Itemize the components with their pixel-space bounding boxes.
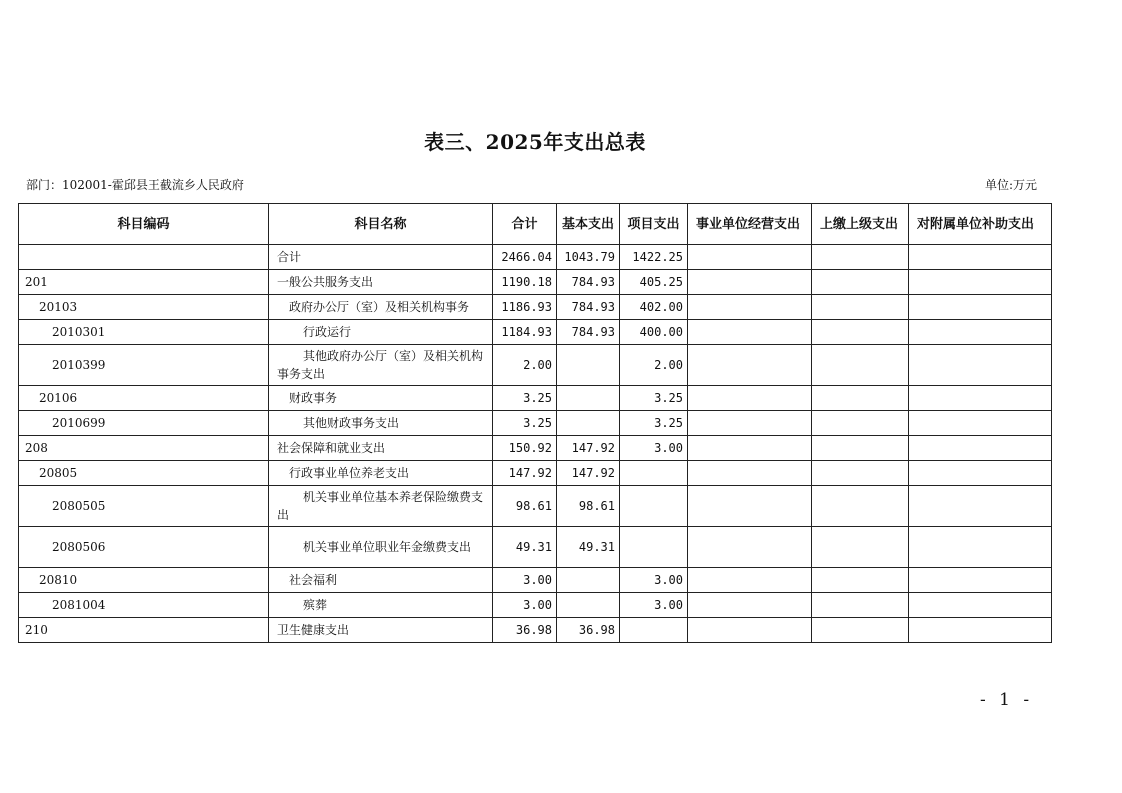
header-upper: 上缴上级支出 bbox=[812, 204, 909, 245]
table-row bbox=[19, 320, 1052, 345]
cell-total: 3.00 bbox=[493, 568, 557, 593]
table-row bbox=[19, 270, 1052, 295]
cell-code: 20103 bbox=[19, 295, 269, 320]
cell-total: 49.31 bbox=[493, 527, 557, 568]
unit-label: 单位:万元 bbox=[985, 178, 1038, 192]
page-number: - 1 - bbox=[980, 690, 1034, 710]
header-basic: 基本支出 bbox=[557, 204, 620, 245]
cell-upper bbox=[812, 461, 909, 486]
cell-name: 政府办公厅（室）及相关机构事务 bbox=[269, 295, 493, 320]
cell-project: 2.00 bbox=[620, 345, 688, 386]
cell-business bbox=[688, 295, 812, 320]
cell-total: 2466.04 bbox=[493, 245, 557, 270]
cell-basic: 784.93 bbox=[557, 270, 620, 295]
cell-code: 2081004 bbox=[19, 593, 269, 618]
cell-total: 1184.93 bbox=[493, 320, 557, 345]
cell-subsidy bbox=[909, 568, 1052, 593]
cell-business bbox=[688, 618, 812, 643]
cell-total: 147.92 bbox=[493, 461, 557, 486]
cell-code: 20810 bbox=[19, 568, 269, 593]
cell-project: 3.00 bbox=[620, 568, 688, 593]
cell-code: 201 bbox=[19, 270, 269, 295]
cell-total: 150.92 bbox=[493, 436, 557, 461]
cell-upper bbox=[812, 320, 909, 345]
cell-project bbox=[620, 618, 688, 643]
cell-total: 3.25 bbox=[493, 411, 557, 436]
cell-business bbox=[688, 345, 812, 386]
cell-subsidy bbox=[909, 461, 1052, 486]
cell-subsidy bbox=[909, 245, 1052, 270]
cell-project: 3.25 bbox=[620, 411, 688, 436]
cell-basic: 784.93 bbox=[557, 295, 620, 320]
cell-upper bbox=[812, 411, 909, 436]
cell-project bbox=[620, 527, 688, 568]
header-subsidy: 对附属单位补助支出 bbox=[909, 204, 1052, 245]
cell-name: 其他财政事务支出 bbox=[269, 411, 493, 436]
cell-project: 402.00 bbox=[620, 295, 688, 320]
table-row bbox=[19, 527, 1052, 568]
cell-code: 20805 bbox=[19, 461, 269, 486]
cell-code: 2080505 bbox=[19, 486, 269, 527]
cell-subsidy bbox=[909, 593, 1052, 618]
cell-business bbox=[688, 568, 812, 593]
table-row bbox=[19, 618, 1052, 643]
cell-project: 400.00 bbox=[620, 320, 688, 345]
cell-name: 财政事务 bbox=[269, 386, 493, 411]
cell-total: 3.00 bbox=[493, 593, 557, 618]
cell-code: 2080506 bbox=[19, 527, 269, 568]
cell-basic: 147.92 bbox=[557, 461, 620, 486]
header-total: 合计 bbox=[493, 204, 557, 245]
cell-upper bbox=[812, 345, 909, 386]
cell-name: 合计 bbox=[269, 245, 493, 270]
department-label: 部门：102001-霍邱县王截流乡人民政府 bbox=[26, 178, 244, 192]
cell-project: 3.00 bbox=[620, 436, 688, 461]
table-row bbox=[19, 345, 1052, 386]
cell-basic bbox=[557, 345, 620, 386]
cell-business bbox=[688, 486, 812, 527]
cell-subsidy bbox=[909, 618, 1052, 643]
cell-business bbox=[688, 386, 812, 411]
cell-basic: 36.98 bbox=[557, 618, 620, 643]
cell-code: 210 bbox=[19, 618, 269, 643]
cell-total: 36.98 bbox=[493, 618, 557, 643]
cell-name: 机关事业单位基本养老保险缴费支出 bbox=[269, 486, 493, 527]
cell-project bbox=[620, 486, 688, 527]
cell-basic: 49.31 bbox=[557, 527, 620, 568]
cell-business bbox=[688, 593, 812, 618]
cell-code: 2010301 bbox=[19, 320, 269, 345]
header-code: 科目编码 bbox=[19, 204, 269, 245]
cell-upper bbox=[812, 486, 909, 527]
cell-basic: 147.92 bbox=[557, 436, 620, 461]
cell-basic bbox=[557, 593, 620, 618]
cell-upper bbox=[812, 527, 909, 568]
table-row bbox=[19, 568, 1052, 593]
cell-name: 其他政府办公厅（室）及相关机构事务支出 bbox=[269, 345, 493, 386]
cell-project bbox=[620, 461, 688, 486]
cell-business bbox=[688, 320, 812, 345]
cell-basic: 1043.79 bbox=[557, 245, 620, 270]
cell-name: 社会福利 bbox=[269, 568, 493, 593]
cell-business bbox=[688, 436, 812, 461]
cell-upper bbox=[812, 386, 909, 411]
cell-name: 行政事业单位养老支出 bbox=[269, 461, 493, 486]
table-row bbox=[19, 436, 1052, 461]
cell-basic bbox=[557, 411, 620, 436]
cell-total: 1186.93 bbox=[493, 295, 557, 320]
cell-code: 2010399 bbox=[19, 345, 269, 386]
cell-code bbox=[19, 245, 269, 270]
cell-total: 1190.18 bbox=[493, 270, 557, 295]
cell-business bbox=[688, 527, 812, 568]
cell-code: 20106 bbox=[19, 386, 269, 411]
header-name: 科目名称 bbox=[269, 204, 493, 245]
cell-business bbox=[688, 245, 812, 270]
table-row bbox=[19, 295, 1052, 320]
cell-subsidy bbox=[909, 345, 1052, 386]
cell-business bbox=[688, 461, 812, 486]
cell-total: 98.61 bbox=[493, 486, 557, 527]
cell-name: 卫生健康支出 bbox=[269, 618, 493, 643]
cell-name: 一般公共服务支出 bbox=[269, 270, 493, 295]
table-row bbox=[19, 245, 1052, 270]
cell-project: 3.25 bbox=[620, 386, 688, 411]
cell-total: 2.00 bbox=[493, 345, 557, 386]
cell-name: 社会保障和就业支出 bbox=[269, 436, 493, 461]
cell-code: 208 bbox=[19, 436, 269, 461]
cell-upper bbox=[812, 295, 909, 320]
cell-name: 殡葬 bbox=[269, 593, 493, 618]
cell-subsidy bbox=[909, 486, 1052, 527]
cell-subsidy bbox=[909, 295, 1052, 320]
cell-subsidy bbox=[909, 320, 1052, 345]
cell-project: 1422.25 bbox=[620, 245, 688, 270]
cell-code: 2010699 bbox=[19, 411, 269, 436]
table-row bbox=[19, 386, 1052, 411]
cell-total: 3.25 bbox=[493, 386, 557, 411]
table-row bbox=[19, 593, 1052, 618]
cell-upper bbox=[812, 568, 909, 593]
cell-upper bbox=[812, 618, 909, 643]
cell-upper bbox=[812, 270, 909, 295]
expenditure-table bbox=[18, 203, 1052, 643]
cell-subsidy bbox=[909, 411, 1052, 436]
header-project: 项目支出 bbox=[620, 204, 688, 245]
page-title: 表三、2025年支出总表 bbox=[424, 130, 646, 154]
cell-project: 405.25 bbox=[620, 270, 688, 295]
cell-basic: 98.61 bbox=[557, 486, 620, 527]
cell-subsidy bbox=[909, 436, 1052, 461]
cell-name: 机关事业单位职业年金缴费支出 bbox=[269, 527, 493, 568]
table-row bbox=[19, 461, 1052, 486]
cell-project: 3.00 bbox=[620, 593, 688, 618]
cell-subsidy bbox=[909, 527, 1052, 568]
cell-business bbox=[688, 411, 812, 436]
cell-basic: 784.93 bbox=[557, 320, 620, 345]
cell-business bbox=[688, 270, 812, 295]
cell-subsidy bbox=[909, 386, 1052, 411]
cell-upper bbox=[812, 436, 909, 461]
table-row bbox=[19, 486, 1052, 527]
header-business: 事业单位经营支出 bbox=[688, 204, 812, 245]
cell-subsidy bbox=[909, 270, 1052, 295]
cell-upper bbox=[812, 245, 909, 270]
cell-basic bbox=[557, 568, 620, 593]
table-row bbox=[19, 411, 1052, 436]
cell-basic bbox=[557, 386, 620, 411]
cell-upper bbox=[812, 593, 909, 618]
table-header-row bbox=[19, 204, 1052, 245]
cell-name: 行政运行 bbox=[269, 320, 493, 345]
